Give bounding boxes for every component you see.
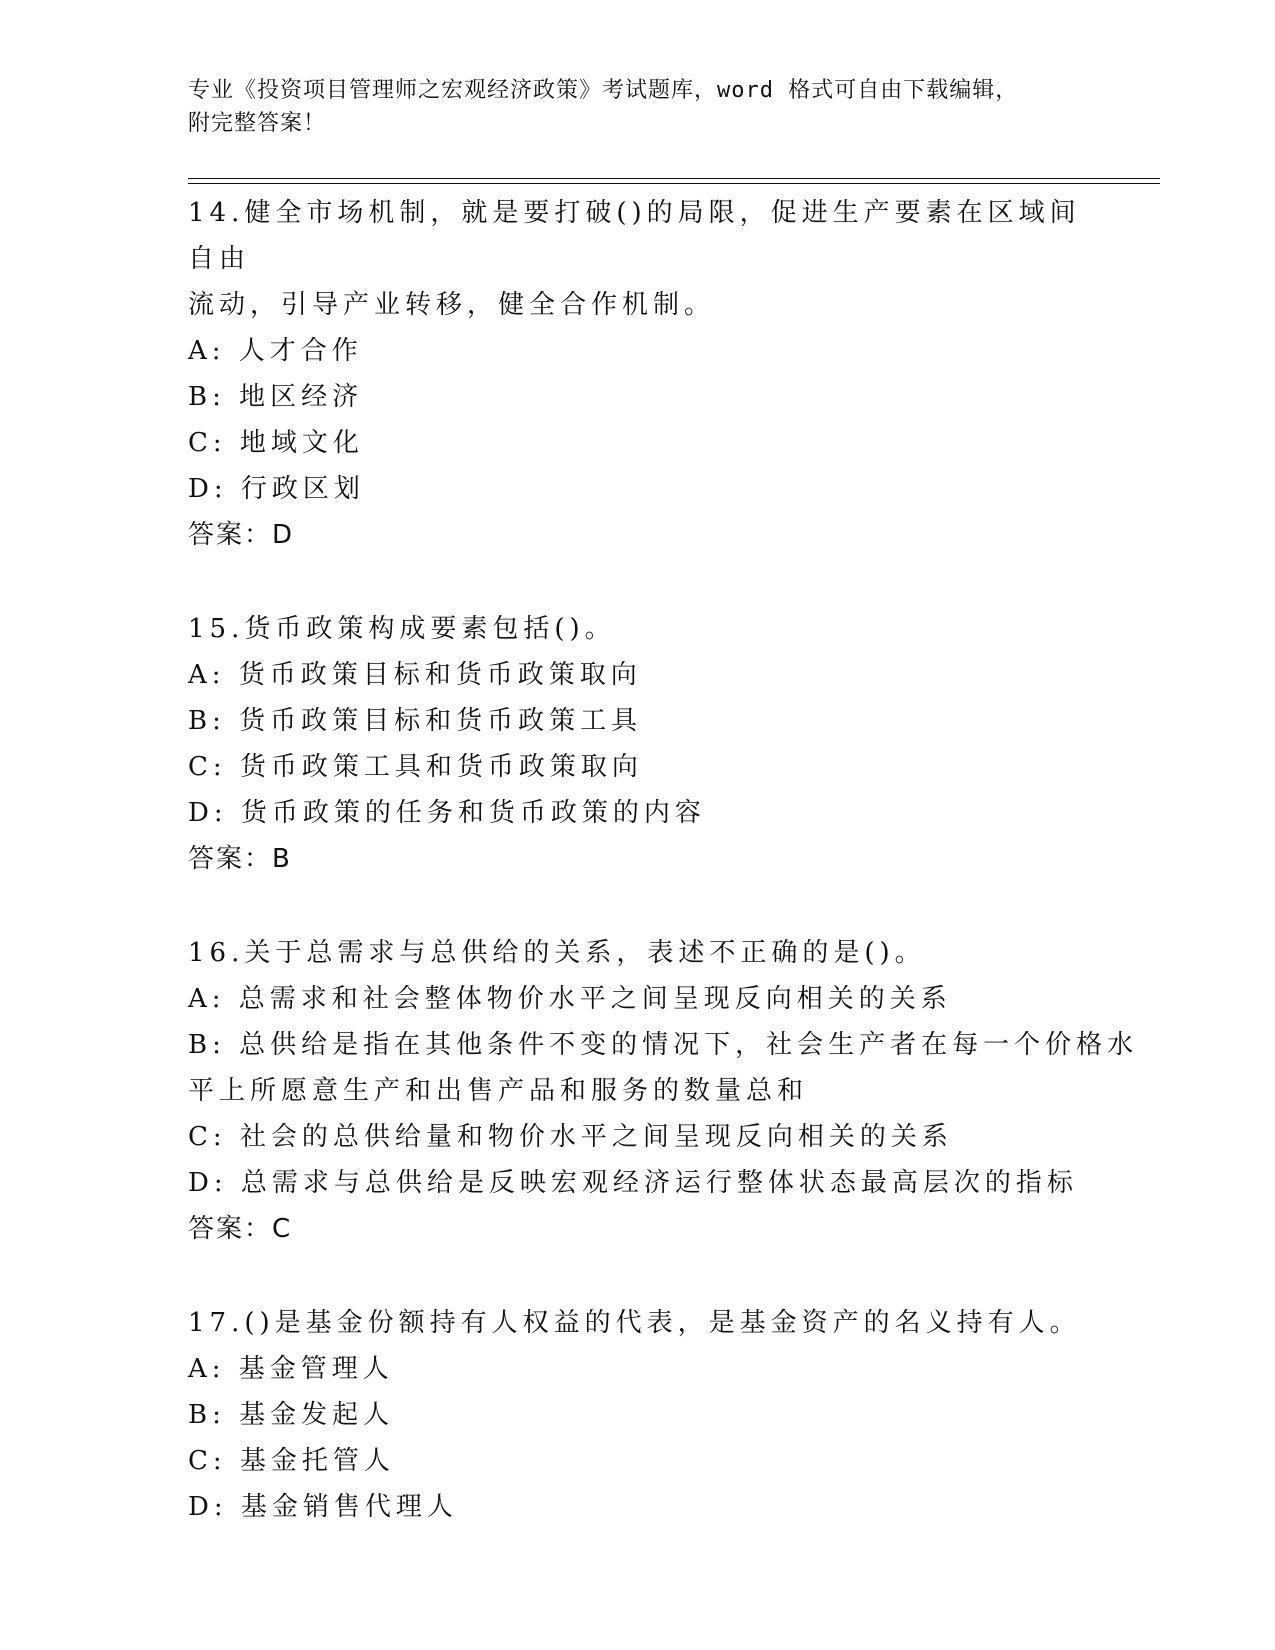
question-17	[188, 1300, 1088, 1530]
header-divider-bottom	[188, 183, 1160, 184]
question-stem: 16.关于总需求与总供给的关系，表述不正确的是()。	[188, 938, 926, 968]
option-a: A: 总需求和社会整体物价水平之间呈现反向相关的关系	[188, 984, 952, 1014]
option-c: C: 基金托管人	[188, 1446, 395, 1476]
question-14	[188, 190, 1088, 558]
option-c: C: 地域文化	[188, 428, 364, 458]
answer-label: 答案：D	[188, 520, 295, 550]
option-a: A: 货币政策目标和货币政策取向	[188, 660, 642, 690]
option-b: B: 地区经济	[188, 382, 364, 412]
option-b: B: 总供给是指在其他条件不变的情况下，社会生产者在每一个价格水	[188, 1030, 1139, 1060]
option-d: D: 行政区划	[188, 474, 365, 504]
option-a: A: 人才合作	[188, 336, 363, 366]
question-15	[188, 606, 1088, 882]
option-b: B: 基金发起人	[188, 1400, 395, 1430]
header-divider-top	[188, 178, 1160, 179]
option-b-continued: 平上所愿意生产和出售产品和服务的数量总和	[188, 1076, 809, 1106]
header-line-2: 附完整答案！	[188, 111, 327, 136]
option-c: C: 社会的总供给量和物价水平之间呈现反向相关的关系	[188, 1122, 953, 1152]
option-b: B: 货币政策目标和货币政策工具	[188, 706, 643, 736]
answer-label: 答案：C	[188, 1214, 293, 1244]
question-stem-continued: 流动，引导产业转移，健全合作机制。	[188, 290, 716, 320]
option-c: C: 货币政策工具和货币政策取向	[188, 752, 643, 782]
option-a: A: 基金管理人	[188, 1354, 394, 1384]
document-header	[188, 74, 1088, 140]
question-16	[188, 930, 1139, 1252]
question-list	[188, 190, 1139, 1578]
option-d: D: 基金销售代理人	[188, 1492, 458, 1522]
question-stem: 15.货币政策构成要素包括()。	[188, 614, 616, 644]
option-d: D: 货币政策的任务和货币政策的内容	[188, 798, 706, 828]
option-d: D: 总需求与总供给是反映宏观经济运行整体状态最高层次的指标	[188, 1168, 1078, 1198]
header-line-1: 专业《投资项目管理师之宏观经济政策》考试题库，word 格式可自由下载编辑，	[188, 78, 1019, 103]
question-stem: 17.()是基金份额持有人权益的代表，是基金资产的名义持有人。	[188, 1308, 1081, 1338]
question-stem: 14.健全市场机制，就是要打破()的局限，促进生产要素在区域间自由	[188, 198, 1081, 274]
answer-label: 答案：B	[188, 844, 292, 874]
